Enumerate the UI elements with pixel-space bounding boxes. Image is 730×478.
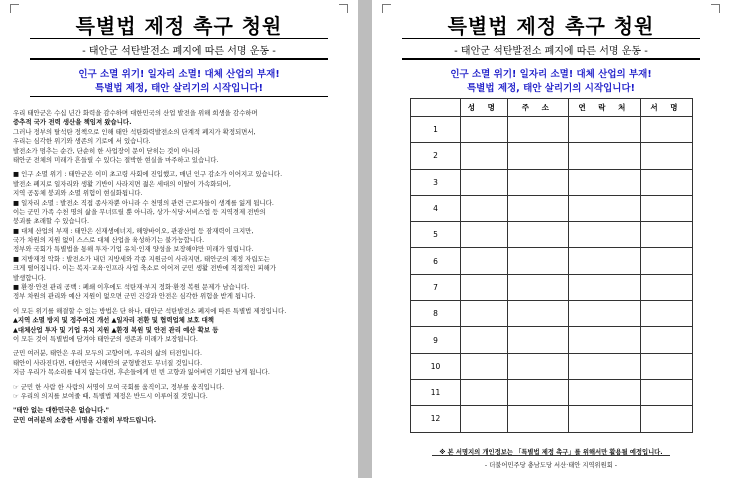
row-number: 9 xyxy=(411,327,461,353)
signature-row xyxy=(411,222,693,248)
row-number: 10 xyxy=(411,353,461,379)
signature-row xyxy=(411,169,693,195)
petition-subtitle: - 태안군 석탄발전소 폐지에 따른 서명 운동 - xyxy=(454,46,648,57)
intro-line: 태안군 전체의 미래가 흔들릴 수 있다는 절박한 현실을 마주하고 있습니다. xyxy=(13,155,219,164)
signature-row xyxy=(411,406,693,432)
signature-row xyxy=(411,117,693,143)
address-cell[interactable] xyxy=(507,379,568,405)
signature-row xyxy=(411,248,693,274)
name-cell[interactable] xyxy=(461,248,508,274)
point-line: 국가 차원의 지원 없이 스스로 대체 산업을 육성하기는 불가능합니다. xyxy=(13,236,205,245)
address-cell[interactable] xyxy=(507,406,568,432)
point-line: 정부와 국회가 특별법을 통해 투자·기업 유치·인재 양성을 보장해야만 미래가 열립니다. xyxy=(13,245,254,254)
solution-line: ▲대체산업 투자 및 기업 유치 지원 ▲환경 복원 및 안전 관리 예산 확보 등 xyxy=(13,325,219,334)
point-line: ■ 환경·안전 관리 공백 : 폐쇄 이후에도 석탄재·부지 정화·환경 복원 문제가 남습니다. xyxy=(13,283,250,292)
address-cell[interactable] xyxy=(507,169,568,195)
point-line: 크게 떨어집니다. 이는 복지·교육·인프라 사업 축소로 이어져 군민 생활 전반에 직접적인 피해가 xyxy=(13,264,277,273)
solution-line: 이 모든 위기를 해결할 수 있는 방법은 단 하나, 태안군 석탄발전소 폐지에 따른 특별법 제정입니다. xyxy=(13,306,287,315)
signature-row xyxy=(411,143,693,169)
signature-row xyxy=(411,327,693,353)
contact-cell[interactable] xyxy=(569,406,641,432)
signature-header-row xyxy=(411,99,693,117)
address-cell[interactable] xyxy=(507,353,568,379)
row-number: 5 xyxy=(411,222,461,248)
name-cell[interactable] xyxy=(461,327,508,353)
name-cell[interactable] xyxy=(461,169,508,195)
contact-cell[interactable] xyxy=(569,379,641,405)
point-line: 발전소 폐지로 일자리와 생활 기반이 사라지면 젊은 세대의 이탈이 가속화되어, xyxy=(13,179,231,188)
signature-row xyxy=(411,353,693,379)
signature-cell[interactable] xyxy=(640,327,692,353)
signature-cell[interactable] xyxy=(640,222,692,248)
petition-page-right xyxy=(372,0,730,478)
signature-cell[interactable] xyxy=(640,406,692,432)
name-cell[interactable] xyxy=(461,143,508,169)
name-cell[interactable] xyxy=(461,353,508,379)
pledge-line: ☞ 우리의 의지를 보여줄 때, 특별법 제정은 반드시 이루어질 것입니다. xyxy=(13,391,208,400)
contact-cell[interactable] xyxy=(569,169,641,195)
signature-cell[interactable] xyxy=(640,143,692,169)
address-cell[interactable] xyxy=(507,248,568,274)
subtitle-divider xyxy=(30,58,328,60)
contact-cell[interactable] xyxy=(569,301,641,327)
intro-line: 발전소가 멈추는 순간, 단순히 한 사업장이 문이 닫히는 것이 아니라 xyxy=(13,146,200,155)
signature-cell[interactable] xyxy=(640,248,692,274)
contact-cell[interactable] xyxy=(569,222,641,248)
intro-line: 중추적 국가 전력 생산을 책임져 왔습니다. xyxy=(13,118,132,127)
name-cell[interactable] xyxy=(461,406,508,432)
slogan-line-1: 인구 소멸 위기! 일자리 소멸! 대체 산업의 부재! xyxy=(450,69,652,80)
slogan-line-2: 특별법 제정, 태안 살리기의 시작입니다! xyxy=(94,83,263,94)
row-number: 7 xyxy=(411,274,461,300)
signature-cell[interactable] xyxy=(640,195,692,221)
address-cell[interactable] xyxy=(507,222,568,248)
point-line: 지역 공동체 붕괴와 소멸 위험이 현실화됩니다. xyxy=(13,189,143,198)
petition-title: 특별법 제정 촉구 청원 xyxy=(447,14,655,38)
petition-page-left xyxy=(0,0,358,478)
title-divider xyxy=(402,38,700,39)
name-cell[interactable] xyxy=(461,117,508,143)
point-line: ■ 대체 산업의 부재 : 태안은 신재생에너지, 해양바이오, 관광산업 등 잠재력이 크지만, xyxy=(13,226,254,235)
name-cell[interactable] xyxy=(461,195,508,221)
row-number: 4 xyxy=(411,195,461,221)
contact-cell[interactable] xyxy=(569,353,641,379)
solution-line: 이 모든 것이 특별법에 담겨야 태안군의 생존과 미래가 보장됩니다. xyxy=(13,334,198,343)
closing-quote: "태안 없는 대한민국은 없습니다." xyxy=(13,406,110,415)
appeal-line: 군민 여러분, 태안은 우리 모두의 고향이며, 우리의 삶의 터전입니다. xyxy=(13,349,203,358)
address-cell[interactable] xyxy=(507,327,568,353)
contact-cell[interactable] xyxy=(569,274,641,300)
address-cell[interactable] xyxy=(507,195,568,221)
point-line: 붕괴를 초래할 수 있습니다. xyxy=(13,217,90,226)
address-cell[interactable] xyxy=(507,143,568,169)
contact-cell[interactable] xyxy=(569,327,641,353)
intro-line: 우리 태안군은 수십 년간 화력을 감수하며 대한민국의 산업 발전을 위해 희생을 감수하며 xyxy=(13,109,258,117)
name-cell[interactable] xyxy=(461,222,508,248)
point-line: ■ 인구 소멸 위기 : 태안군은 이미 초고령 사회에 진입했고, 매년 인구 감소가 이어지고 있습니다. xyxy=(13,170,283,179)
petition-subtitle: - 태안군 석탄발전소 폐지에 따른 서명 운동 - xyxy=(82,46,276,57)
notice-underline xyxy=(432,455,670,456)
intro-line: 우리는 심각한 위기와 생존의 기로에 서 있습니다. xyxy=(13,137,151,146)
slogan-line-1: 인구 소멸 위기! 일자리 소멸! 대체 산업의 부재! xyxy=(78,69,280,80)
header-signature: 서 명 xyxy=(640,99,692,117)
signature-cell[interactable] xyxy=(640,353,692,379)
signature-row xyxy=(411,274,693,300)
contact-cell[interactable] xyxy=(569,248,641,274)
point-line: 발생합니다. xyxy=(13,273,46,282)
appeal-line: 태안이 사라진다면, 대한민국 서해안의 균형발전도 무너질 것입니다. xyxy=(13,358,203,367)
signature-cell[interactable] xyxy=(640,379,692,405)
petition-title: 특별법 제정 촉구 청원 xyxy=(75,14,283,38)
point-line: 이는 군민 가족 수천 명의 삶을 무너뜨릴 뿐 아니라, 상가·식당·서비스업 등 지역경제 전반의 xyxy=(13,207,266,216)
petition-body xyxy=(13,109,348,425)
signature-cell[interactable] xyxy=(640,274,692,300)
signature-cell[interactable] xyxy=(640,169,692,195)
address-cell[interactable] xyxy=(507,301,568,327)
signature-table xyxy=(410,98,693,433)
pledge-line: ☞ 군민 한 사람 한 사람의 서명이 모여 국회를 움직이고, 정부를 움직입니다. xyxy=(13,382,225,391)
signature-cell[interactable] xyxy=(640,301,692,327)
signature-row xyxy=(411,195,693,221)
title-divider xyxy=(30,38,328,39)
appeal-line: 지금 우리가 목소리를 내지 않는다면, 후손들에게 빈 빈 고향과 잃어버린 기회만 남게 됩니다. xyxy=(13,368,270,377)
name-cell[interactable] xyxy=(461,379,508,405)
row-number: 6 xyxy=(411,248,461,274)
closing-request: 군민 여러분의 소중한 서명을 간절히 부탁드립니다. xyxy=(13,415,157,424)
row-number: 12 xyxy=(411,406,461,432)
address-cell[interactable] xyxy=(507,117,568,143)
signature-row xyxy=(411,301,693,327)
row-number: 11 xyxy=(411,379,461,405)
row-number: 3 xyxy=(411,169,461,195)
name-cell[interactable] xyxy=(461,274,508,300)
point-line: ■ 지방재정 악화 : 발전소가 내던 지방세와 각종 지원금이 사라지면, 태안군의 재정 자립도는 xyxy=(13,254,270,263)
point-line: 정부 차원의 관리와 예산 지원이 없으면 군민 건강과 안전은 심각한 위험을 받게 됩니다. xyxy=(13,292,256,301)
contact-cell[interactable] xyxy=(569,117,641,143)
contact-cell[interactable] xyxy=(569,143,641,169)
header-row-number xyxy=(411,99,461,117)
name-cell[interactable] xyxy=(461,301,508,327)
subtitle-divider xyxy=(402,58,700,60)
header-address: 주 소 xyxy=(507,99,568,117)
point-line: ■ 일자리 소멸 : 발전소 직접 종사자뿐 아니라 수 천명의 관련 근로자들이 생계를 잃게 됩니다. xyxy=(13,198,274,207)
signature-row xyxy=(411,379,693,405)
row-number: 2 xyxy=(411,143,461,169)
header-name: 성 명 xyxy=(461,99,508,117)
slogan-divider xyxy=(30,96,328,97)
header-contact: 연 락 처 xyxy=(569,99,641,117)
row-number: 8 xyxy=(411,301,461,327)
contact-cell[interactable] xyxy=(569,195,641,221)
intro-line: 그러나 정부의 탈석탄 정책으로 인해 태안 석탄화력발전소의 단계적 폐지가 확정되면서, xyxy=(13,127,256,136)
address-cell[interactable] xyxy=(507,274,568,300)
row-number: 1 xyxy=(411,117,461,143)
solution-line: ▲지역 소멸 방지 및 정주여건 개선 ▲일자리 전환 및 협력업체 보호 대책 xyxy=(13,316,214,325)
sender-organization: - 더불어민주당 충남도당 서산·태안 지역위원회 - xyxy=(484,462,618,469)
privacy-notice: ※ 본 서명지의 개인정보는 「특별법 제정 촉구」를 위해서만 활용될 예정입니다. xyxy=(439,449,663,456)
signature-cell[interactable] xyxy=(640,117,692,143)
slogan-line-2: 특별법 제정, 태안 살리기의 시작입니다! xyxy=(466,83,635,94)
